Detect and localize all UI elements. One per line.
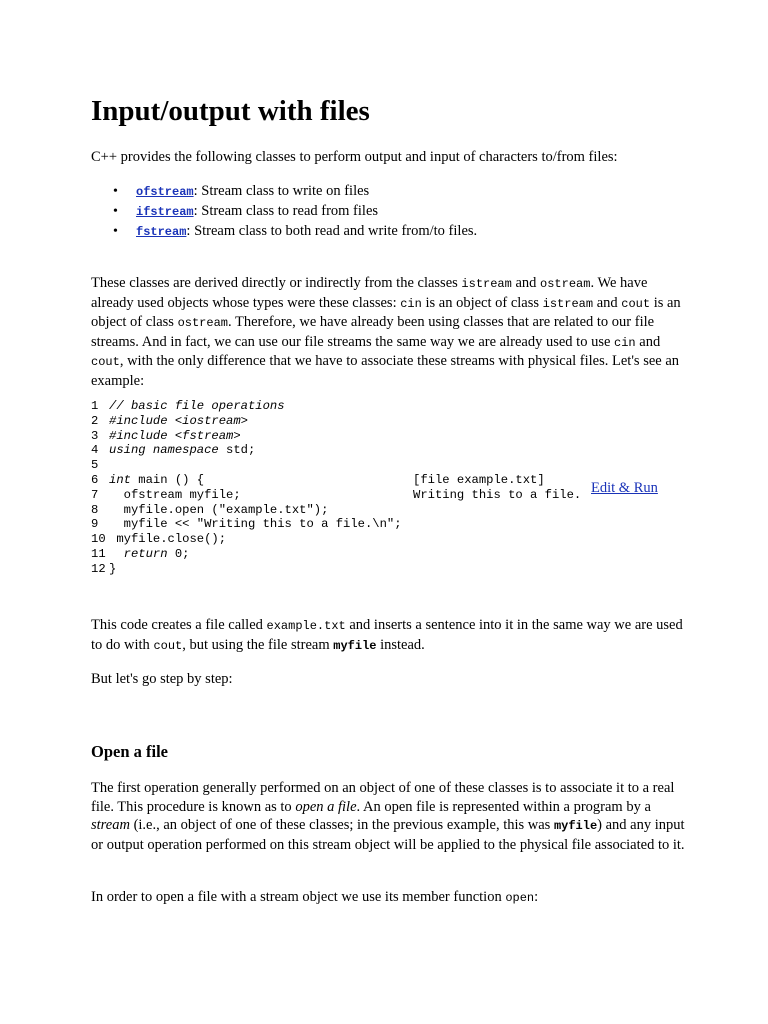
code-description-paragraph: This code creates a file called example.txt and inserts a sentence into it in the same way we are used to do with cout, but using the file stream myfile instead. (91, 617, 683, 653)
code-token: return (123, 546, 168, 561)
code-token: #include <fstream> (109, 428, 241, 443)
list-item (91, 222, 477, 242)
code-line (91, 547, 402, 562)
code-line (91, 429, 402, 444)
step-by-step-paragraph: But let's go step by step: (91, 671, 233, 687)
code-line (91, 517, 402, 532)
line-number: 5 (91, 458, 99, 473)
code-line (91, 399, 402, 414)
ifstream-link[interactable]: ifstream (136, 205, 194, 219)
open-file-paragraph: The first operation generally performed on an object of one of these classes is to associate it to a real file. This procedure is known as to open a file. An open file is represented within a program by a stream (i.e., an object of one of these classes; in the previous example, this was myfile) and any input or output operation performed on this stream object will be applied to the physical file associated to it. (91, 780, 685, 853)
code-token: #include <iostream> (109, 413, 248, 428)
code-line (91, 488, 402, 503)
code-token: std; (218, 443, 256, 458)
code-line (91, 414, 402, 429)
edit-run-link[interactable]: Edit & Run (591, 480, 658, 496)
code-token (109, 547, 124, 561)
code-output: [file example.txt] Writing this to a file. (413, 473, 582, 502)
bullet-icon: • (113, 204, 118, 219)
line-number: 6 (91, 472, 99, 487)
line-number: 12 (91, 561, 106, 576)
line-number: 10 (91, 532, 106, 547)
line-number: 2 (91, 413, 99, 428)
explanation-paragraph: These classes are derived directly or indirectly from the classes istream and ostream. We have already used objects whose types were these classes: cin is an object of class istream and cout is an object of class ostream. Therefore, we have already been using classes that are related to our file streams. And in fact, we can use our file streams the same way we are already used to use cin and cout, with the only difference that we have to associate these streams with physical files. Let's see an example: (91, 275, 681, 389)
code-line (91, 562, 402, 577)
line-number: 7 (91, 487, 99, 502)
list-item (91, 182, 477, 202)
list-item-desc: : Stream class to write on files (193, 183, 370, 199)
code-line (91, 458, 402, 473)
intro-paragraph: C++ provides the following classes to perform output and input of characters to/from files: (91, 149, 618, 165)
code-token: using namespace (109, 443, 219, 458)
page-title: Input/output with files (91, 95, 370, 127)
line-number: 3 (91, 428, 99, 443)
code-token: int (109, 472, 131, 487)
bullet-icon: • (113, 184, 118, 199)
stream-class-list (91, 182, 477, 242)
fstream-link[interactable]: fstream (136, 225, 187, 239)
code-token: ofstream myfile; (109, 487, 241, 502)
list-item-desc: : Stream class to read from files (193, 203, 379, 219)
code-token: main () { (130, 472, 205, 487)
section-title-open-file: Open a file (91, 742, 168, 761)
code-token: } (109, 561, 117, 576)
code-token: 0; (167, 546, 190, 561)
code-line (91, 532, 402, 547)
list-item (91, 202, 477, 222)
list-item-desc: : Stream class to both read and write from/to files. (186, 223, 478, 239)
code-token: myfile.open ("example.txt"); (109, 502, 329, 517)
line-number: 8 (91, 502, 99, 517)
code-token: myfile << "Writing this to a file.\n"; (109, 517, 402, 532)
line-number: 11 (91, 546, 106, 561)
code-line (91, 473, 402, 488)
bullet-icon: • (113, 224, 118, 239)
code-line (91, 503, 402, 518)
code-example (91, 399, 402, 577)
line-number: 1 (91, 399, 99, 413)
ofstream-link[interactable]: ofstream (136, 185, 194, 199)
line-number: 9 (91, 517, 99, 532)
code-line (91, 443, 402, 458)
line-number: 4 (91, 443, 99, 458)
open-function-paragraph: In order to open a file with a stream object we use its member function open: (91, 889, 539, 905)
code-token: // basic file operations (109, 399, 285, 413)
code-token: myfile.close(); (109, 532, 227, 547)
